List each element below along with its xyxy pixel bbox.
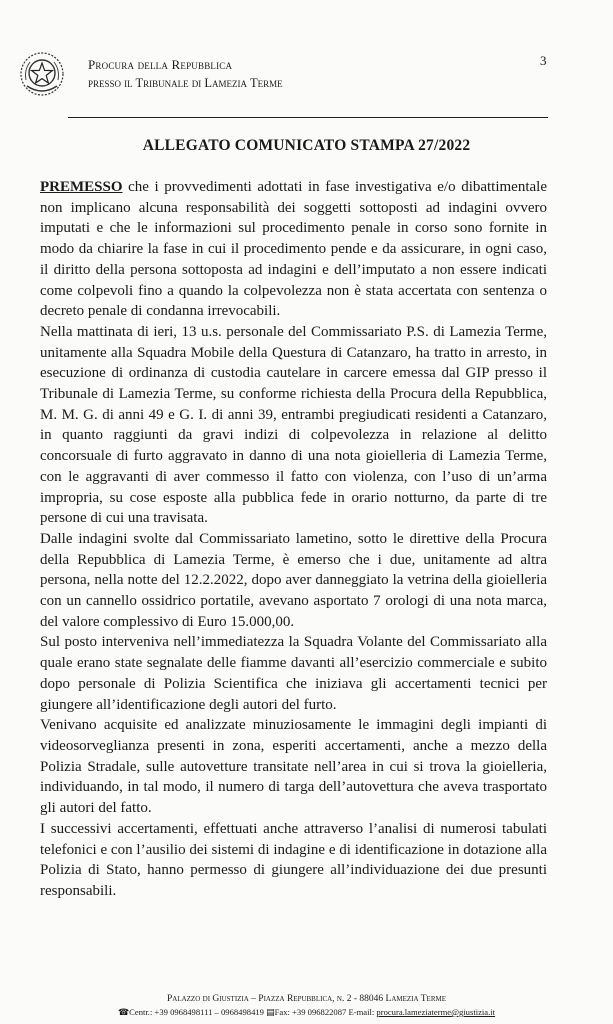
paragraph-premise xyxy=(40,177,547,322)
footer-fax-label: Fax: xyxy=(274,1007,290,1017)
page-number: 3 xyxy=(540,53,547,68)
paragraph-lead-word: PREMESSO xyxy=(40,179,123,195)
footer-centr-value: +39 0968498111 – 0968498419 xyxy=(152,1007,267,1017)
phone-icon: ☎ xyxy=(117,1007,130,1017)
document-body xyxy=(40,177,547,902)
paragraph-premise-text: che i provvedimenti adottati in fase investigativa e/o dibattimentale non implicano alcuna responsabilità dei soggetti sottoposti ad indagini ovvero imputati e che le informazioni sul procedimento penale in corso sono fornite in modo da chiarire la fase in cui il procedimento pende e da assicurare, in ogni caso, il diritto della persona sottoposta ad indagini e dell’imputato a non essere indicati come colpevoli fino a quando la colpevolezza non è stata accertata con sentenza o decreto penale di condanna irrevocabili. xyxy=(40,179,547,320)
office-name: Procura della Repubblica xyxy=(88,57,233,72)
footer-centr-label: Centr.: xyxy=(129,1007,153,1017)
header-divider xyxy=(68,117,548,118)
fax-icon: ▤ xyxy=(266,1007,275,1017)
page-footer xyxy=(0,993,613,1019)
footer-address: Palazzo di Giustizia – Piazza Repubblica, n. 2 - 88046 Lamezia Terme xyxy=(166,994,447,1004)
paragraph-intervention: Sul posto interveniva nell’immediatezza la Squadra Volante del Commissariato alla quale erano state segnalate delle fiamme davanti all’esercizio commerciale e subito dopo personale di Polizia Scientifica che iniziava gli accertamenti tecnici per giungere all’identificazione degli autori del furto. xyxy=(40,634,547,713)
italian-republic-emblem-icon xyxy=(18,50,66,98)
document-title: ALLEGATO COMUNICATO STAMPA 27/2022 xyxy=(142,137,471,154)
paragraph-investigation: Dalle indagini svolte dal Commissariato lametino, sotto le direttive della Procura della Repubblica di Lamezia Terme, è emerso che i due, unitamente ad altra persona, nella notte del 12.2.2022, dopo aver danneggiato la vetrina della gioielleria con un cannello ossidrico portatile, avevano asportato 7 orologi di una nota marca, del valore complessivo di Euro 15.000,00. xyxy=(40,530,547,630)
footer-contacts xyxy=(0,1006,613,1019)
paragraph-surveillance: Venivano acquisite ed analizzate minuziosamente le immagini degli impianti di videosorveglianza presenti in zona, esperiti accertamenti, anche a mezzo della Polizia Stradale, sulle autovetture transitate nell’area in cui si trova la gioielleria, individuando, in tal modo, il numero di targa dell’autovettura che aveva trasportato gli autori del fatto. xyxy=(40,717,547,817)
footer-email-link[interactable]: procura.lameziaterme@giustizia.it xyxy=(376,1007,496,1017)
footer-fax-value: +39 096822087 xyxy=(289,1007,349,1017)
paragraph-arrest: Nella mattinata di ieri, 13 u.s. personale del Commissariato P.S. di Lamezia Terme, unitamente alla Squadra Mobile della Questura di Catanzaro, ha tratto in arresto, in esecuzione di ordinanza di custodia cautelare in carcere emessa dal GIP presso il Tribunale di Lamezia Terme, su conforme richiesta della Procura della Repubblica, M. M. G. di anni 49 e G. I. di anni 39, entrambi pregiudicati residenti a Catanzaro, in quanto raggiunti da gravi indizi di colpevolezza in relazione al delitto concorsuale di furto aggravato in danno di una nota gioielleria di Lamezia Terme, con le aggravanti di aver commesso il fatto con violenza, con l’uso di un’arma impropria, su cose esposte alla pubblica fede in orario notturno, da parte di tre persone di cui una travisata. xyxy=(40,323,547,527)
footer-email-label: E-mail: xyxy=(348,1007,375,1017)
office-header xyxy=(88,57,283,91)
paragraph-identification: I successivi accertamenti, effettuati anche attraverso l’analisi di numerosi tabulati telefonici e con l’ausilio dei sistemi di indagine e di identificazione in dotazione alla Polizia di Stato, hanno permesso di giungere all’individuazione dei due presunti responsabili. xyxy=(40,820,547,899)
office-subtitle: presso il Tribunale di Lamezia Terme xyxy=(88,76,283,90)
